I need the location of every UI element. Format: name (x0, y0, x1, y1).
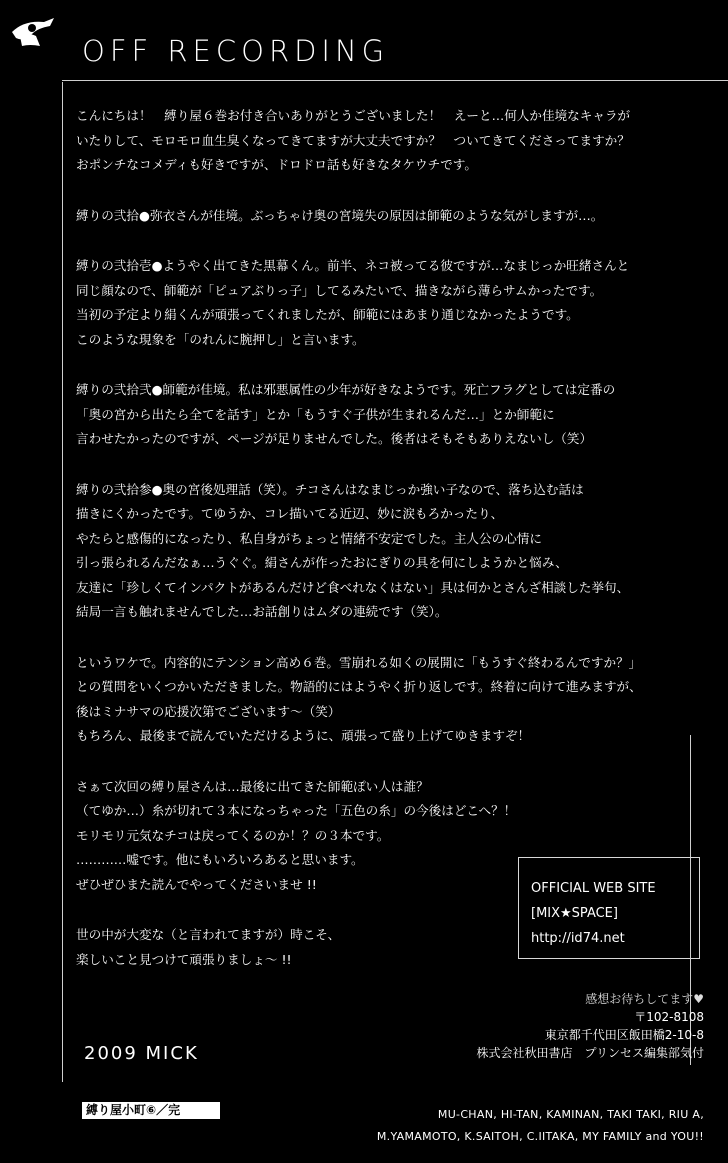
text-line: 友達に「珍しくてインパクトがあるんだけど食べれなくはない」具は何かとさんざ相談した挙句、 (76, 579, 630, 595)
text-line: 当初の予定より絹くんが頑張ってくれましたが、師範にはあまり通じなかったようです。 (76, 307, 579, 322)
text-line: このような現象を「のれんに腕押し」と言います。 (76, 331, 365, 347)
text-line: 世の中が大変な（と言われてますが）時こそ、 (76, 927, 341, 942)
frame-line-left (62, 82, 63, 1082)
text-line: 「奥の宮から出たら全てを話す」とか「もうすぐ子供が生まれるんだ…」とか師範に (76, 406, 555, 422)
text-line: 縛りの弐拾弐●師範が佳境。私は邪悪属性の少年が好きなようです。死亡フラグとしては定番の (76, 382, 616, 397)
website-url: http://id74.net (531, 931, 625, 946)
thanks-line: MU-CHAN, HI-TAN, KAMINAN, TAKI TAKI, RIU A, (437, 1108, 704, 1121)
official-website-box (518, 857, 700, 959)
thanks-line: M.YAMAMOTO, K.SAITOH, C.IITAKA, MY FAMILY and YOU!! (376, 1130, 704, 1143)
text-line: 楽しいこと見つけて頑張りましょ～ !! (76, 951, 292, 967)
paragraph (76, 478, 686, 625)
frame-line-top (62, 80, 728, 81)
text-line: いたりして、モロモロ血生臭くなってきてますが大丈夫ですか？ ついてきてくださってますか？ (76, 132, 630, 148)
text-line: もちろん、最後まで読んでいただけるように、頑張って盛り上げてゆきますぞ！ (76, 728, 531, 743)
text-line: 引っ張られるんだなぁ…うぐぐ。絹さんが作ったおにぎりの具を何にしようかと悩み、 (76, 555, 568, 570)
website-label: OFFICIAL WEB SITE (531, 881, 656, 896)
text-line: こんにちは！ 縛り屋６巻お付き合いありがとうございました！ えーと…何人か佳境なキャラが (76, 108, 631, 123)
signature: 2009 MICK (84, 1043, 199, 1064)
text-line: 描きにくかったです。てゆうか、コレ描いてる近辺、妙に涙もろかったり、 (76, 506, 504, 521)
page-title: OFF RECORDING (82, 34, 390, 68)
paragraph (76, 254, 686, 352)
volume-end-label: 縛り屋小町⑥／完 (82, 1102, 220, 1119)
postal-code: 〒102-8108 (634, 1010, 704, 1024)
text-line: 縛りの弐拾壱●ようやく出てきた黒幕くん。前半、ネコ被ってる彼ですが…なまじっか旺緒さんと (76, 258, 630, 273)
thanks-list (377, 1104, 704, 1148)
paragraph (76, 104, 686, 178)
text-line: やたらと感傷的になったり、私自身がちょっと情緒不安定でした。主人公の心情に (76, 530, 542, 546)
text-line: 同じ顔なので、師範が「ピュアぶりっ子」してるみたいで、描きながら薄らサムかったです。 (76, 282, 603, 298)
text-line: ぜひぜひまた読んでやってくださいませ !! (76, 876, 317, 892)
street-address: 東京都千代田区飯田橋2-10-8 (544, 1028, 704, 1042)
paragraph (76, 651, 686, 749)
text-line: …………嘘です。他にもいろいろあると思います。 (76, 852, 364, 867)
text-line: 縛りの弐拾参●奥の宮後処理話（笑）。チコさんはなまじっか強い子なので、落ち込む話は (76, 481, 584, 497)
text-line: 言わせたかったのですが、ページが足りませんでした。後者はそもそもありえないし（笑） (76, 431, 593, 446)
text-line: 結局一言も触れませんでした…お話創りはムダの連続です（笑）。 (76, 604, 448, 619)
text-line: 縛りの弐拾●弥衣さんが佳境。ぶっちゃけ奥の宮境失の原因は師範のような気がしますが…。 (76, 207, 604, 223)
paragraph (76, 378, 686, 452)
fan-mail-address (476, 990, 704, 1062)
text-line: 後はミナサマの応援次第でございます～（笑） (76, 703, 341, 719)
text-line: というワケで。内容的にテンション高め６巻。雪崩れる如くの展開に「もうすぐ終わるんですか？」 (76, 654, 642, 670)
website-name: [MIX★SPACE] (531, 906, 618, 921)
fan-mail-invite: 感想お待ちしてます♥ (585, 992, 704, 1006)
text-line: モリモリ元気なチコは戻ってくるのか！？の３本です。 (76, 827, 390, 843)
paragraph (76, 204, 686, 229)
publisher-address: 株式会社秋田書店 プリンセス編集部気付 (476, 1046, 704, 1060)
text-line: おポンチなコメディも好きですが、ドロドロ話も好きなタケウチです。 (76, 157, 477, 172)
text-line: （てゆか…）糸が切れて３本になっちゃった「五色の糸」の今後はどこへ？！ (76, 803, 517, 818)
text-line: さぁて次回の縛り屋さんは…最後に出てきた師範ぽい人は誰？ (76, 778, 429, 794)
text-line: との質問をいくつかいただきました。物語的にはようやく折り返しです。終着に向けて進みますが、 (76, 679, 642, 694)
swordsman-logo-icon (10, 12, 56, 52)
